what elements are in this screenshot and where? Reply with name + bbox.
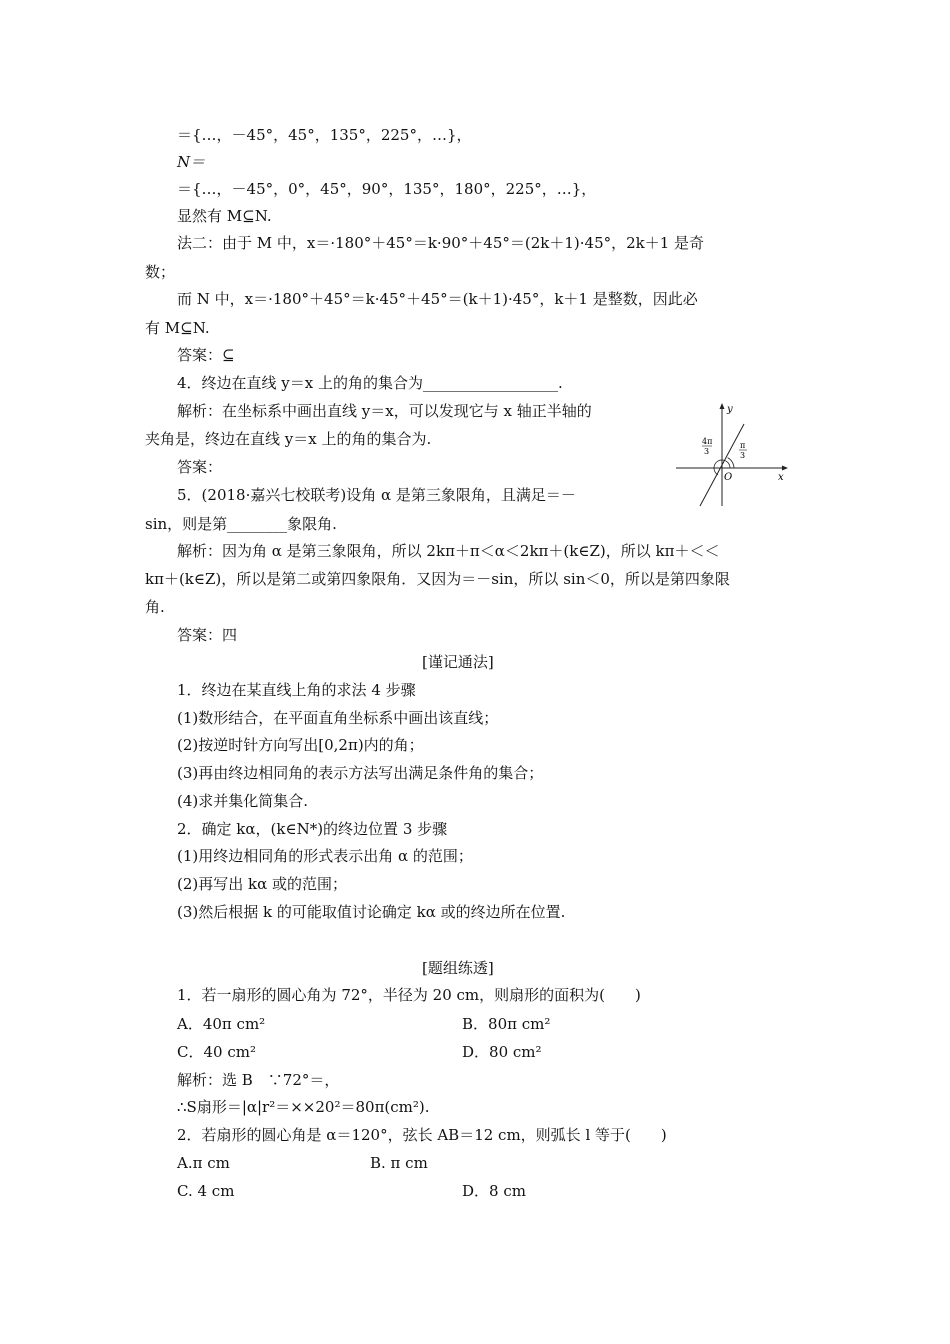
text-line: 4．终边在直线 y＝x 上的角的集合为__________________.	[177, 374, 563, 392]
text-line: sin，则是第________象限角.	[145, 515, 337, 533]
text-line: (2)再写出 kα 或的范围；	[177, 875, 348, 893]
text-line: 解析：在坐标系中画出直线 y＝x，可以发现它与 x 轴正半轴的	[177, 402, 592, 420]
angle-label-4pi-den: 3	[704, 447, 710, 456]
y-axis-arrow	[720, 403, 725, 409]
section-heading: [谨记通法]	[422, 653, 494, 671]
text-line: 2．确定 kα，(k∈N*)的终边位置 3 步骤	[177, 820, 448, 838]
option-b: B. π cm	[370, 1154, 428, 1172]
x-axis-arrow	[782, 466, 788, 471]
text-line: 解析：选 B ∵72°＝，	[177, 1071, 340, 1089]
option-c: C．40 cm²	[177, 1043, 256, 1061]
text-line: (4)求并集化简集合.	[177, 792, 309, 810]
angle-label-pi-den: 3	[740, 451, 746, 460]
text-line: 显然有 M⊆N.	[177, 207, 272, 225]
text-line: N＝	[177, 153, 206, 171]
angle-label-pi-num: π	[740, 441, 746, 450]
text-line: 解析：因为角 α 是第三象限角，所以 2kπ＋π＜α＜2kπ＋(k∈Z)，所以 kπ＋＜＜	[177, 542, 720, 560]
text-line: 有 M⊆N.	[145, 319, 210, 337]
text-line: 1．终边在某直线上角的求法 4 步骤	[177, 681, 416, 699]
text-line: (2)按逆时针方向写出[0,2π)内的角；	[177, 736, 424, 754]
text-line: ∴S扇形＝|α|r²＝××20²＝80π(cm²).	[177, 1098, 430, 1116]
text-line: kπ＋(k∈Z)，所以是第二或第四象限角．又因为＝－sin，所以 sin＜0，所以是第四象限	[145, 570, 730, 588]
option-a: A．40π cm²	[177, 1015, 266, 1033]
x-axis-label: x	[778, 472, 784, 483]
angle-label-4pi-num: 4π	[702, 437, 713, 446]
question-line: 1．若一扇形的圆心角为 72°，半径为 20 cm，则扇形的面积为( )	[177, 986, 641, 1004]
option-d: D．80 cm²	[462, 1043, 542, 1061]
text-line: (1)数形结合，在平面直角坐标系中画出该直线；	[177, 709, 499, 727]
text-line: (3)然后根据 k 的可能取值讨论确定 kα 或的终边所在位置.	[177, 903, 566, 921]
text-line: 夹角是，终边在直线 y＝x 上的角的集合为.	[145, 430, 432, 448]
option-a: A.π cm	[177, 1154, 230, 1172]
text-line: 答案：⊆	[177, 346, 235, 364]
option-d: D．8 cm	[462, 1182, 526, 1200]
text-line: 数；	[145, 263, 176, 281]
coordinate-figure	[672, 400, 792, 510]
text-line: 答案：四	[177, 626, 238, 644]
text-line: (1)用终边相同角的形式表示出角 α 的范围；	[177, 847, 473, 865]
option-b: B．80π cm²	[462, 1015, 551, 1033]
question-line: 2．若扇形的圆心角是 α＝120°，弦长 AB＝12 cm，则弧长 l 等于( )	[177, 1126, 667, 1144]
text-line: (3)再由终边相同角的表示方法写出满足条件角的集合；	[177, 764, 544, 782]
text-line: 法二：由于 M 中，x＝·180°＋45°＝k·90°＋45°＝(2k＋1)·45°，2k＋1 是奇	[177, 234, 705, 252]
text-line: 而 N 中，x＝·180°＋45°＝k·45°＋45°＝(k＋1)·45°，k＋1 是整数，因此必	[177, 290, 698, 308]
option-c: C. 4 cm	[177, 1182, 235, 1200]
text-line: ＝{…，－45°，45°，135°，225°，…}，	[177, 126, 472, 144]
section-heading: [题组练透]	[422, 959, 494, 977]
y-axis-label: y	[727, 404, 733, 415]
text-line: ＝{…，－45°，0°，45°，90°，135°，180°，225°，…}，	[177, 180, 597, 198]
origin-label: O	[724, 472, 733, 483]
text-line: 角.	[145, 598, 165, 616]
text-line: 答案：	[177, 458, 223, 476]
text-line: 5．(2018·嘉兴七校联考)设角 α 是第三象限角，且满足＝－	[177, 486, 576, 504]
